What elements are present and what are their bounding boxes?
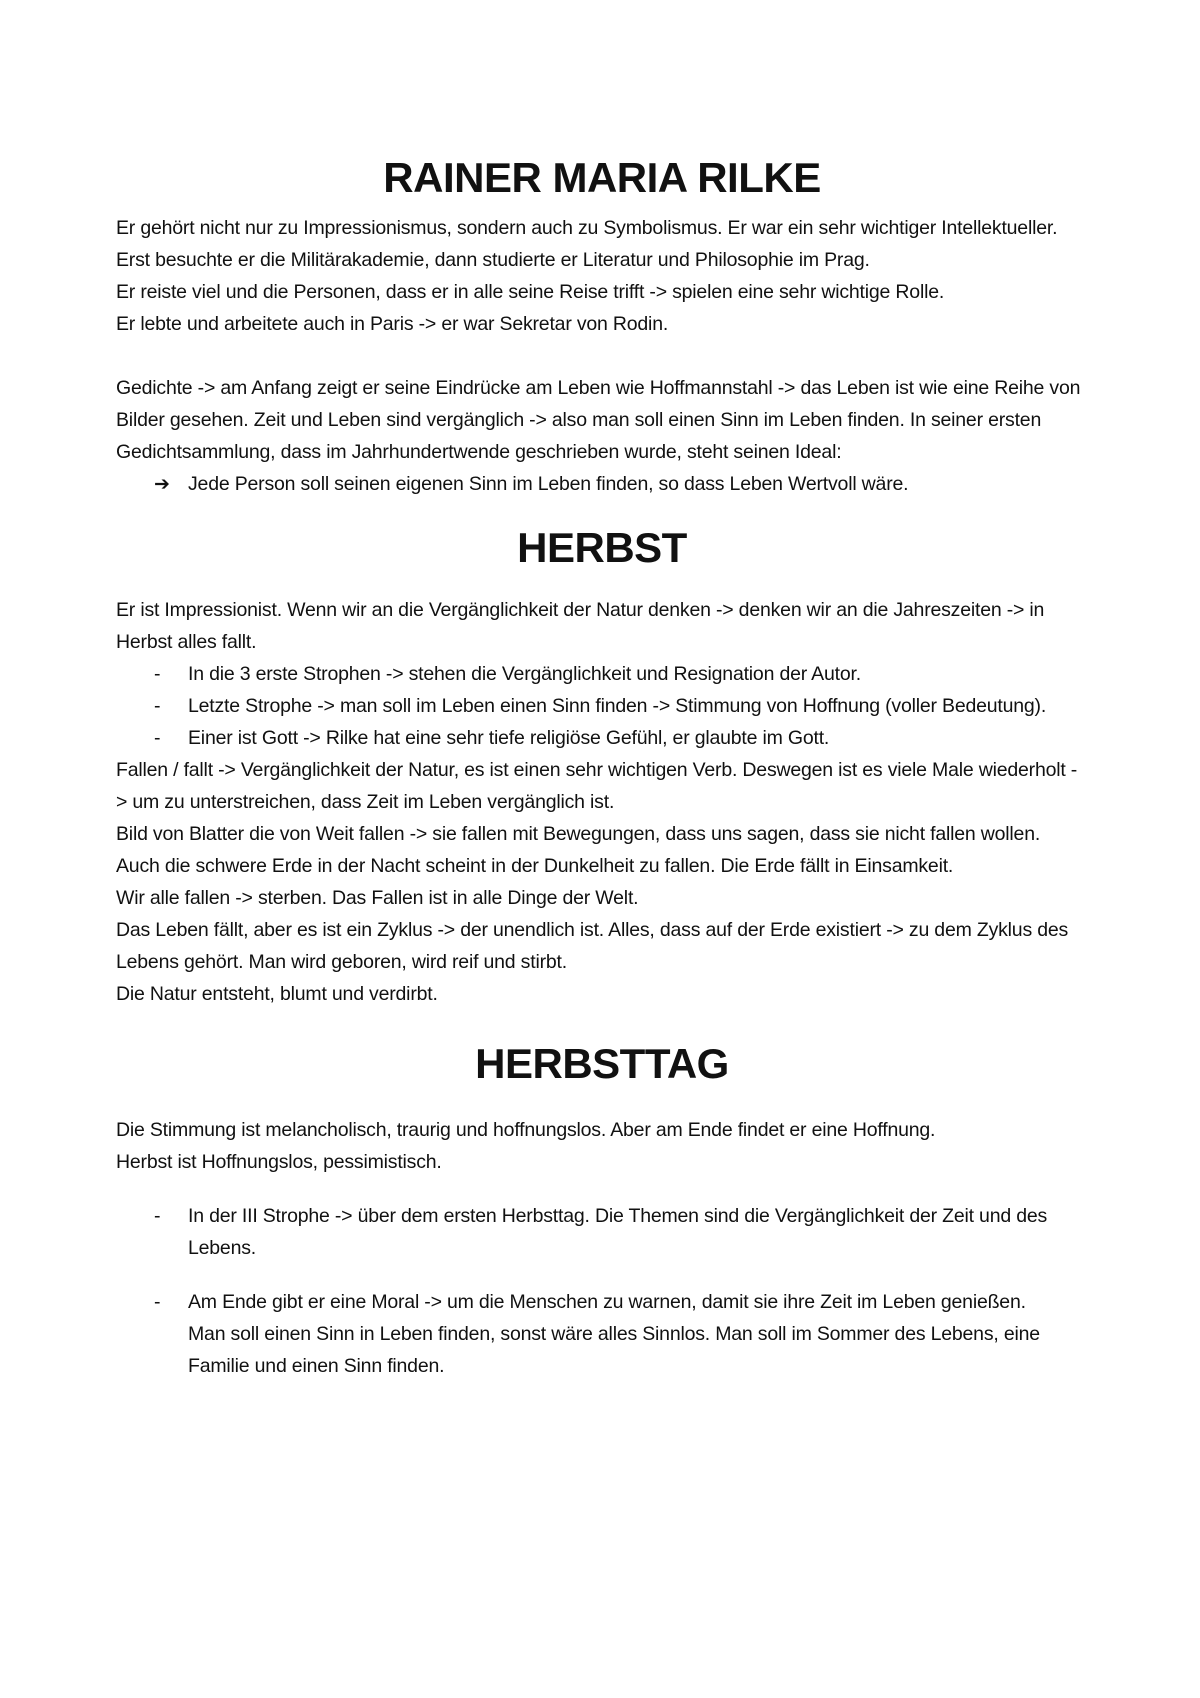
list-item	[116, 658, 1088, 690]
herbst-paragraph-6: Die Natur entsteht, blumt und verdirbt.	[116, 983, 438, 1005]
rilke-paragraph-1: Er gehört nicht nur zu Impressionismus, sondern auch zu Symbolismus. Er war ein sehr wichtiger Intellektueller.	[116, 217, 1058, 239]
herbsttag-paragraph-2: Herbst ist Hoffnungslos, pessimistisch.	[116, 1151, 442, 1173]
dash-bullet: -	[154, 1291, 161, 1313]
document-body	[116, 148, 1088, 1382]
rilke-paragraph-2: Erst besuchte er die Militärakademie, dann studierte er Literatur und Philosophie im Prag.	[116, 249, 870, 271]
title-herbsttag: HERBSTTAG	[475, 1040, 729, 1087]
herbst-paragraph-5: Das Leben fällt, aber es ist ein Zyklus -> der unendlich ist. Alles, dass auf der Erde existiert -> zu dem Zyklus des Lebens gehört. Man wird geboren, wird reif und stirbt.	[116, 919, 1069, 973]
list-item	[116, 1286, 1088, 1382]
herbst-list	[116, 658, 1088, 754]
dash-bullet: -	[154, 1205, 161, 1227]
list-item-text: In die 3 erste Strophen -> stehen die Vergänglichkeit und Resignation der Autor.	[188, 663, 861, 685]
rilke-arrow-item	[116, 468, 1088, 500]
rilke-arrow-item-text: Jede Person soll seinen eigenen Sinn im Leben finden, so dass Leben Wertvoll wäre.	[188, 473, 909, 495]
herbsttag-paragraph-1: Die Stimmung ist melancholisch, traurig und hoffnungslos. Aber am Ende findet er eine Hoffnung.	[116, 1119, 936, 1141]
list-item	[116, 1200, 1088, 1264]
herbst-paragraph-3: Auch die schwere Erde in der Nacht scheint in der Dunkelheit zu fallen. Die Erde fällt in Einsamkeit.	[116, 855, 954, 877]
rilke-paragraph-3: Er reiste viel und die Personen, dass er in alle seine Reise trifft -> spielen eine sehr wichtige Rolle.	[116, 281, 945, 303]
herbst-paragraph-4: Wir alle fallen -> sterben. Das Fallen ist in alle Dinge der Welt.	[116, 887, 639, 909]
rilke-paragraph-5: Gedichte -> am Anfang zeigt er seine Eindrücke am Leben wie Hoffmannstahl -> das Leben ist wie eine Reihe von Bilder gesehen. Zeit und Leben sind vergänglich -> also man soll einen Sinn im Leben finden. In seiner ersten Gedichtsammlung, dass im Jahrhundertwende geschrieben wurde, steht seinen Ideal:	[116, 377, 1081, 463]
dash-bullet: -	[154, 695, 161, 717]
arrow-right-icon: ➔	[154, 473, 170, 495]
list-item-text: Letzte Strophe -> man soll im Leben einen Sinn finden -> Stimmung von Hoffnung (voller Bedeutung).	[188, 695, 1047, 717]
herbst-paragraph-1: Fallen / fallt -> Vergänglichkeit der Natur, es ist einen sehr wichtigen Verb. Deswegen ist es viele Male wiederholt -> um zu unterstreichen, dass Zeit im Leben vergänglich ist.	[116, 759, 1078, 813]
herbst-intro: Er ist Impressionist. Wenn wir an die Vergänglichkeit der Natur denken -> denken wir an die Jahreszeiten -> in Herbst alles fallt.	[116, 599, 1045, 653]
dash-bullet: -	[154, 663, 161, 685]
title-herbst: HERBST	[517, 524, 687, 571]
list-item-text: In der III Strophe -> über dem ersten Herbsttag. Die Themen sind die Vergänglichkeit der Zeit und des Lebens.	[188, 1205, 1048, 1259]
list-item	[116, 722, 1088, 754]
rilke-paragraph-4: Er lebte und arbeitete auch in Paris -> er war Sekretar von Rodin.	[116, 313, 669, 335]
herbst-paragraph-2: Bild von Blatter die von Weit fallen -> sie fallen mit Bewegungen, dass uns sagen, dass sie nicht fallen wollen.	[116, 823, 1041, 845]
list-item-text: Am Ende gibt er eine Moral -> um die Menschen zu warnen, damit sie ihre Zeit im Leben genießen. Man soll einen Sinn in Leben finden, sonst wäre alles Sinnlos. Man soll im Sommer des Lebens, eine Familie und einen Sinn finden.	[188, 1291, 1040, 1377]
herbsttag-list	[116, 1200, 1088, 1382]
list-item	[116, 690, 1088, 722]
title-rilke: RAINER MARIA RILKE	[383, 154, 821, 201]
dash-bullet: -	[154, 727, 161, 749]
list-item-text: Einer ist Gott -> Rilke hat eine sehr tiefe religiöse Gefühl, er glaubte im Gott.	[188, 727, 830, 749]
